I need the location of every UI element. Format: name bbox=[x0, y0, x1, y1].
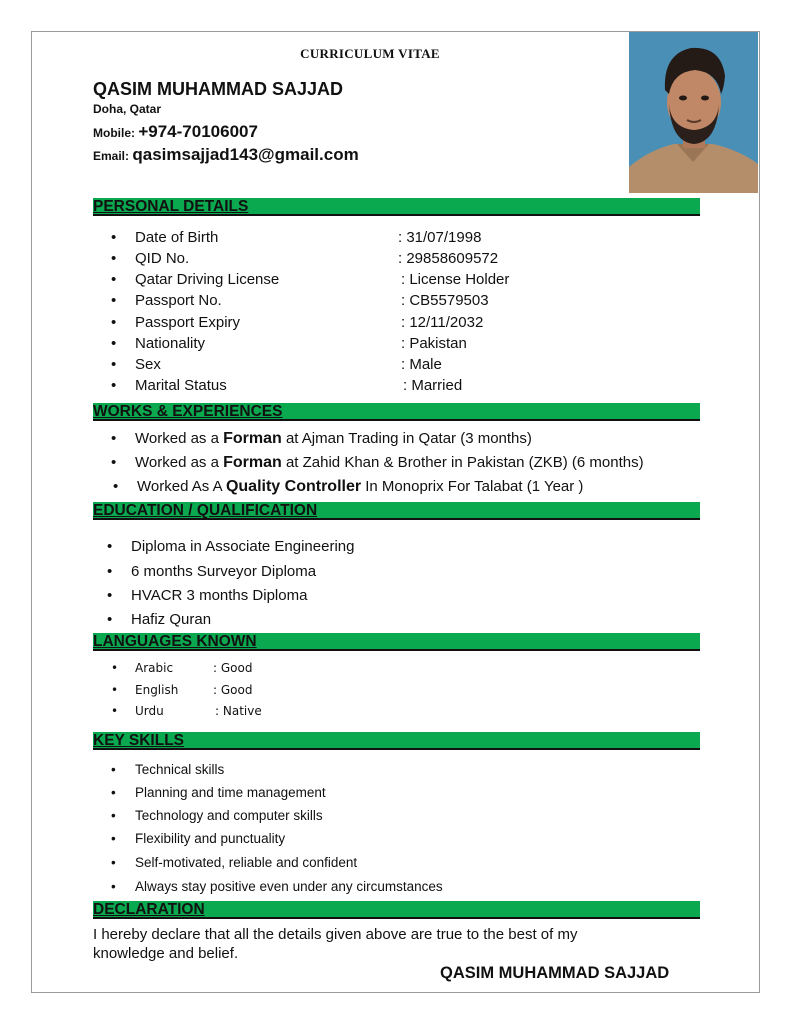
skill-item: • Flexibility and punctuality bbox=[135, 831, 285, 846]
language-label: • Urdu bbox=[135, 704, 164, 718]
section-works-experiences bbox=[93, 403, 700, 421]
work-item: • Worked As A Quality Controller In Monoprix For Talabat (1 Year ) bbox=[137, 478, 583, 496]
skill-item: • Technology and computer skills bbox=[135, 808, 323, 823]
section-heading: DECLARATION bbox=[93, 901, 205, 918]
section-heading: PERSONAL DETAILS bbox=[93, 198, 249, 215]
personal-sex-value: : Male bbox=[401, 356, 442, 373]
personal-qid-value: : 29858609572 bbox=[398, 250, 499, 267]
work-item: • Worked as a Forman at Ajman Trading in Qatar (3 months) bbox=[135, 430, 532, 448]
personal-dob-value: : 31/07/1998 bbox=[398, 229, 482, 246]
personal-license-value: : License Holder bbox=[401, 271, 510, 288]
education-item: • HVACR 3 months Diploma bbox=[131, 587, 307, 604]
education-item: • Diploma in Associate Engineering bbox=[131, 538, 354, 555]
person-photo-icon bbox=[629, 32, 758, 193]
personal-license-label: • Qatar Driving License bbox=[135, 271, 279, 288]
personal-sex-label: • Sex bbox=[135, 356, 161, 373]
skill-item: • Always stay positive even under any circumstances bbox=[135, 879, 443, 894]
personal-dob-label: • Date of Birth bbox=[135, 229, 218, 246]
education-item: • 6 months Surveyor Diploma bbox=[131, 563, 316, 580]
language-label: • Arabic bbox=[135, 661, 173, 675]
personal-marital-label: • Marital Status bbox=[135, 377, 227, 394]
section-heading: EDUCATION / QUALIFICATION bbox=[93, 502, 318, 519]
email-label: Email: bbox=[93, 149, 130, 163]
skill-item: • Self-motivated, reliable and confident bbox=[135, 855, 357, 870]
section-key-skills bbox=[93, 732, 700, 750]
personal-expiry-label: • Passport Expiry bbox=[135, 314, 240, 331]
mobile-number: +974-70106007 bbox=[138, 122, 258, 141]
section-heading: WORKS & EXPERIENCES bbox=[93, 403, 283, 420]
personal-expiry-value: : 12/11/2032 bbox=[401, 314, 484, 331]
declaration-text: I hereby declare that all the details given above are true to the best of my knowledge and belief. bbox=[93, 926, 578, 962]
skill-item: • Technical skills bbox=[135, 762, 224, 777]
work-item: • Worked as a Forman at Zahid Khan & Brother in Pakistan (ZKB) (6 months) bbox=[135, 454, 644, 472]
language-level: : Native bbox=[215, 704, 262, 718]
language-level: : Good bbox=[213, 683, 253, 697]
section-declaration bbox=[93, 901, 700, 919]
personal-passport-value: : CB5579503 bbox=[401, 292, 489, 309]
skill-item: • Planning and time management bbox=[135, 785, 326, 800]
candidate-location: Doha, Qatar bbox=[93, 102, 162, 116]
section-personal-details bbox=[93, 198, 700, 216]
language-label: • English bbox=[135, 683, 178, 697]
section-heading: LANGUAGES KNOWN bbox=[93, 633, 257, 650]
mobile-label: Mobile: bbox=[93, 126, 135, 140]
document-title: CURRICULUM VITAE bbox=[300, 46, 440, 61]
personal-marital-value: : Married bbox=[403, 377, 463, 394]
profile-photo bbox=[629, 32, 758, 193]
email-line bbox=[93, 145, 359, 165]
signature-name: QASIM MUHAMMAD SAJJAD bbox=[440, 964, 670, 982]
section-education bbox=[93, 502, 700, 520]
education-item: • Hafiz Quran bbox=[131, 611, 211, 628]
section-heading: KEY SKILLS bbox=[93, 732, 185, 749]
language-level: : Good bbox=[213, 661, 253, 675]
personal-nationality-label: • Nationality bbox=[135, 335, 205, 352]
personal-nationality-value: : Pakistan bbox=[401, 335, 467, 352]
personal-qid-label: • QID No. bbox=[135, 250, 189, 267]
email-address: qasimsajjad143@gmail.com bbox=[132, 145, 359, 164]
candidate-name: QASIM MUHAMMAD SAJJAD bbox=[93, 79, 344, 99]
mobile-line bbox=[93, 122, 258, 142]
personal-passport-label: • Passport No. bbox=[135, 292, 222, 309]
section-languages bbox=[93, 633, 700, 651]
